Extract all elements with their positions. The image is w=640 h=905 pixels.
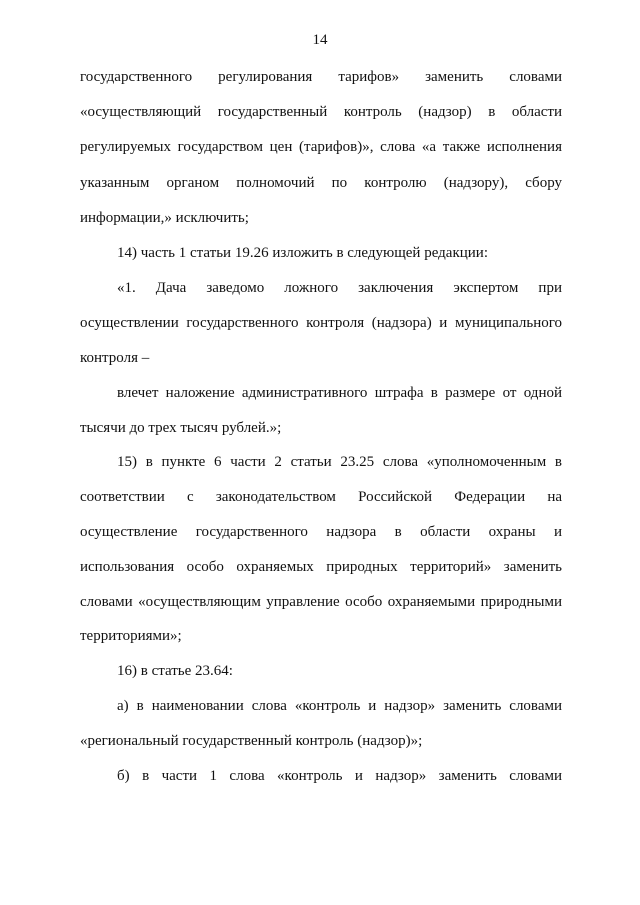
text-line: осуществление государственного надзора в области охраны и — [80, 524, 562, 540]
text-line: «1. Дача заведомо ложного заключения экспертом при — [117, 280, 562, 296]
text-line: регулируемых государством цен (тарифов)», слова «а также исполнения — [80, 139, 562, 155]
text-line: «региональный государственный контроль (надзор)»; — [80, 733, 423, 749]
text-line: тысячи до трех тысяч рублей.»; — [80, 420, 282, 436]
text-line: использования особо охраняемых природных территорий» заменить — [80, 559, 562, 575]
text-line: «осуществляющий государственный контроль (надзор) в области — [80, 104, 562, 120]
text-line: влечет наложение административного штрафа в размере от одной — [117, 385, 562, 401]
text-line: указанным органом полномочий по контролю (надзору), сбору — [80, 175, 562, 191]
text-line: 14) часть 1 статьи 19.26 изложить в следующей редакции: — [117, 245, 488, 261]
text-line: соответствии с законодательством Российской Федерации на — [80, 489, 562, 505]
text-line: осуществлении государственного контроля (надзора) и муниципального — [80, 315, 562, 331]
page-number: 14 — [312, 32, 328, 48]
text-line: 15) в пункте 6 части 2 статьи 23.25 слова «уполномоченным в — [117, 454, 562, 470]
text-line: государственного регулирования тарифов» заменить словами — [80, 69, 562, 85]
text-line: территориями»; — [80, 628, 182, 644]
text-line: контроля – — [80, 350, 150, 366]
text-line: б) в части 1 слова «контроль и надзор» заменить словами — [117, 768, 562, 784]
text-line: а) в наименовании слова «контроль и надзор» заменить словами — [117, 698, 562, 714]
text-line: словами «осуществляющим управление особо охраняемыми природными — [80, 594, 562, 610]
text-line: 16) в статье 23.64: — [117, 663, 233, 679]
text-line: информации,» исключить; — [80, 210, 249, 226]
